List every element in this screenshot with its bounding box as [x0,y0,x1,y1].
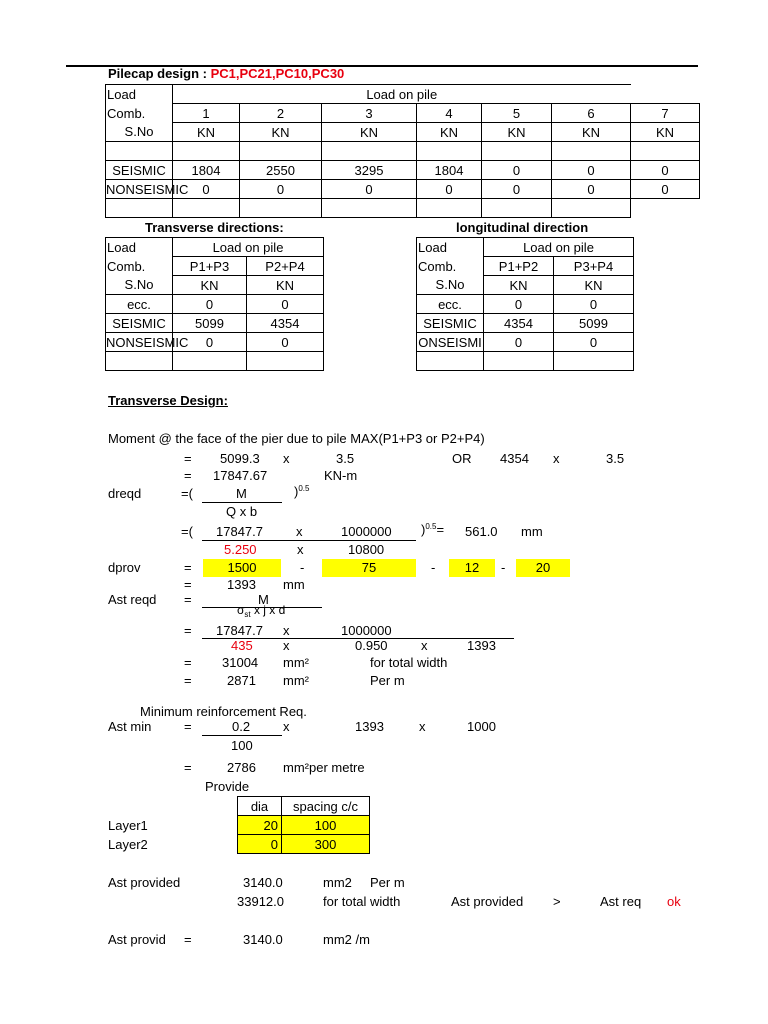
cell-value: 0 [173,295,247,314]
equals-sign: = [184,655,192,670]
times-sign: x [283,623,290,638]
ast-total-value: 31004 [222,655,259,670]
cell-value: 0 [484,333,554,352]
equals-sign: = [184,468,192,483]
pile-2: 2 [240,104,322,123]
table-row [106,180,700,199]
cell-value: 5099 [554,314,634,333]
cell-value: 0 [240,180,322,199]
row-label-seismic: SEISMIC [106,161,173,180]
main-bar-input[interactable]: 20 [516,559,570,577]
sigma-symbol: σ [237,603,245,617]
ast-denominator [237,603,285,617]
open-paren: =( [181,486,193,501]
layer1-spacing-input[interactable]: 100 [282,816,370,835]
equals-sign: = [436,522,445,537]
ast-provided-total-note: for total width [323,894,401,909]
provide-table [237,796,370,854]
transverse-caption: Transverse directions: [145,220,284,235]
unit: KN [240,123,322,142]
row-label-seismic: SEISMIC [417,314,484,333]
moment-load-alt: 4354 [500,451,529,466]
layer2-dia-input[interactable]: 0 [238,835,282,854]
row-label-ecc: ecc. [106,295,173,314]
cell-value: 0 [417,180,482,199]
or-label: OR [452,451,472,466]
unit: KN [322,123,417,142]
cell-value: 0 [552,180,631,199]
ast-perm-unit: mm² [283,673,309,688]
times-sign: x [297,542,304,557]
pile-4: 4 [417,104,482,123]
row-label-ecc: ecc. [417,295,484,314]
cell-value: 0 [631,180,700,199]
times-sign: x [419,719,426,734]
equals-sign: = [184,451,192,466]
ast-den-rest: x j x d [250,603,286,617]
equals-sign: = [184,592,192,607]
ast-factor: 1000000 [341,623,392,638]
row-label-comb: Comb. [106,104,173,123]
row-label-load: Load [417,238,484,257]
unit: KN [552,123,631,142]
group-header: Load on pile [173,85,631,104]
close-paren: ) [294,484,299,499]
cell-value: 2550 [240,161,322,180]
cell-value: 0 [247,333,324,352]
dreqd-q: 5.250 [224,542,257,557]
cell-value: 0 [482,180,552,199]
cell-value: 3295 [322,161,417,180]
dprov-label: dprov [108,560,141,575]
dreqd-numerator: M [236,486,247,501]
dreqd-denominator: Q x b [226,504,258,519]
moment-caption: Moment @ the face of the pier due to pile MAX(P1+P3 or P2+P4) [108,431,485,446]
cell-value: 0 [247,295,324,314]
overall-depth-input[interactable]: 1500 [203,559,281,577]
equals-sign: = [184,760,192,775]
row-label-onseismi: ONSEISMI [418,334,482,350]
dreqd-unit: mm [521,524,543,539]
ast-perm-note: Per m [370,673,405,688]
cell-value: 0 [631,161,700,180]
table-row [106,314,324,333]
table-row [238,816,370,835]
row-label-load: Load [106,85,173,104]
min-unit: mm²per metre [283,760,365,775]
cell-value: 5099 [173,314,247,333]
column-header: P1+P2 [484,257,554,276]
times-sign: x [421,638,428,653]
ast-provid-label: Ast provid [108,932,166,947]
min-width: 1000 [467,719,496,734]
ast-min-label: Ast min [108,719,152,734]
greater-than-sign: > [553,894,561,909]
ast-j: 0.950 [355,638,388,653]
group-header: Load on pile [173,238,324,257]
open-paren: =( [181,524,193,539]
table-row [417,314,634,333]
ast-provided-label: Ast provided [108,875,181,890]
column-header: P2+P4 [247,257,324,276]
cell-value: 1804 [173,161,240,180]
ast-total-note: for total width [370,655,448,670]
ast-numerator: M [258,592,269,607]
fraction-bar [202,540,416,541]
ast-total-unit: mm² [283,655,309,670]
transverse-table [105,237,324,371]
pile-1: 1 [173,104,240,123]
layer1-dia-input[interactable]: 20 [238,816,282,835]
dreqd-factor: 1000000 [341,524,392,539]
cell-value: 4354 [247,314,324,333]
layer2-label: Layer2 [108,837,148,852]
fraction-bar [202,735,282,736]
ast-provided-per-m: 3140.0 [243,875,283,890]
times-sign: x [283,638,290,653]
ast-provided-note: Per m [370,875,405,890]
cell-value: 0 [554,333,634,352]
moment-arm-alt: 3.5 [606,451,625,466]
cell-value: 0 [173,180,240,199]
ast-provid-unit: mm2 /m [323,932,370,947]
row-label-load: Load [106,238,173,257]
moment-load: 5099.3 [220,451,260,466]
load-table [105,84,700,218]
row-label-sno: S.No [106,123,173,142]
pile-7: 7 [631,104,700,123]
row-label-sno: S.No [106,276,173,295]
equals-sign: = [184,719,192,734]
close-paren: ) [421,522,426,537]
minus-sign: - [431,560,436,575]
pile-5: 5 [482,104,552,123]
pile-3: 3 [322,104,417,123]
cell-value: 0 [484,295,554,314]
compare-left: Ast provided [451,894,524,909]
unit: KN [173,276,247,295]
equals-sign: = [184,623,192,638]
min-percent: 0.2 [232,719,251,734]
row-label-sno: S.No [417,276,484,295]
table-row [417,333,634,352]
table-row [106,333,324,352]
dreqd-result: 561.0 [465,524,498,539]
unit: KN [484,276,554,295]
min-denominator: 100 [231,738,253,753]
cell-value: 1804 [417,161,482,180]
equals-sign: = [184,577,192,592]
cover-input[interactable]: 75 [322,559,416,577]
row-label-comb: Comb. [417,257,484,276]
ast-provid-value: 3140.0 [243,932,283,947]
moment-arm: 3.5 [336,451,355,466]
layer2-spacing-input[interactable]: 300 [282,835,370,854]
column-header: P3+P4 [554,257,634,276]
times-sign: x [283,451,290,466]
unit: KN [482,123,552,142]
equals-sign: = [184,560,192,575]
column-header: P1+P3 [173,257,247,276]
unit: KN [247,276,324,295]
table-row [106,161,700,180]
compare-right: Ast req [600,894,642,909]
cell-value: 4354 [484,314,554,333]
moment-unit: KN-m [324,468,358,483]
cell-value: 0 [554,295,634,314]
equals-sign: = [184,932,192,947]
ast-sigma-st: 435 [231,638,253,653]
times-sign: x [553,451,560,466]
cell-value: 0 [322,180,417,199]
cell-value: 0 [482,161,552,180]
dreqd-b: 10800 [348,542,385,557]
dprov-result: 1393 [227,577,256,592]
row-label-comb: Comb. [106,257,173,276]
longitudinal-table [416,237,634,371]
ast-provided-total: 33912.0 [237,894,284,909]
times-sign: x [296,524,303,539]
cell-value: 0 [173,333,247,352]
column-header: dia [238,797,282,816]
ast-provided-unit: mm2 [323,875,352,890]
exponent: 0.5 [425,522,437,531]
exponent: 0.5 [298,484,310,493]
provide-label: Provide [205,779,250,794]
fraction-bar [202,502,282,503]
times-sign: x [283,719,290,734]
column-header: spacing c/c [282,797,370,816]
min-depth: 1393 [355,719,384,734]
equals-sign: = [184,673,192,688]
sigma-subscript: st [244,610,251,619]
table-row [238,835,370,854]
min-result: 2786 [227,760,256,775]
ast-d: 1393 [467,638,496,653]
minus-sign: - [300,560,305,575]
row-label-nonseismic: NONSEISMIC [106,181,189,197]
minus-sign: - [501,560,506,575]
dprov-unit: mm [283,577,305,592]
layer1-label: Layer1 [108,818,148,833]
bar-dia-input[interactable]: 12 [449,559,495,577]
title-label: Pilecap design : [108,66,211,81]
title-value: PC1,PC21,PC10,PC30 [210,66,345,81]
section-heading: Transverse Design: [108,393,228,408]
ast-reqd-label: Ast reqd [108,592,157,607]
dreqd-exponent-2 [421,522,444,537]
row-label-seismic: SEISMIC [106,314,173,333]
moment-value: 17847.67 [213,468,268,483]
dreqd-exponent [294,484,309,499]
dreqd-moment: 17847.7 [216,524,263,539]
ast-moment: 17847.7 [216,623,263,638]
cell-value: 0 [552,161,631,180]
ast-perm-value: 2871 [227,673,256,688]
row-label-nonseismic: NONSEISMIC [106,334,189,350]
unit: KN [417,123,482,142]
page-title [108,66,344,81]
group-header: Load on pile [484,238,634,257]
longitudinal-caption: longitudinal direction [456,220,589,235]
dreqd-label: dreqd [108,486,142,501]
min-reinf-caption: Minimum reinforcement Req. [140,704,307,719]
status-badge: ok [667,894,681,909]
unit: KN [631,123,700,142]
pile-6: 6 [552,104,631,123]
unit: KN [173,123,240,142]
unit: KN [554,276,634,295]
